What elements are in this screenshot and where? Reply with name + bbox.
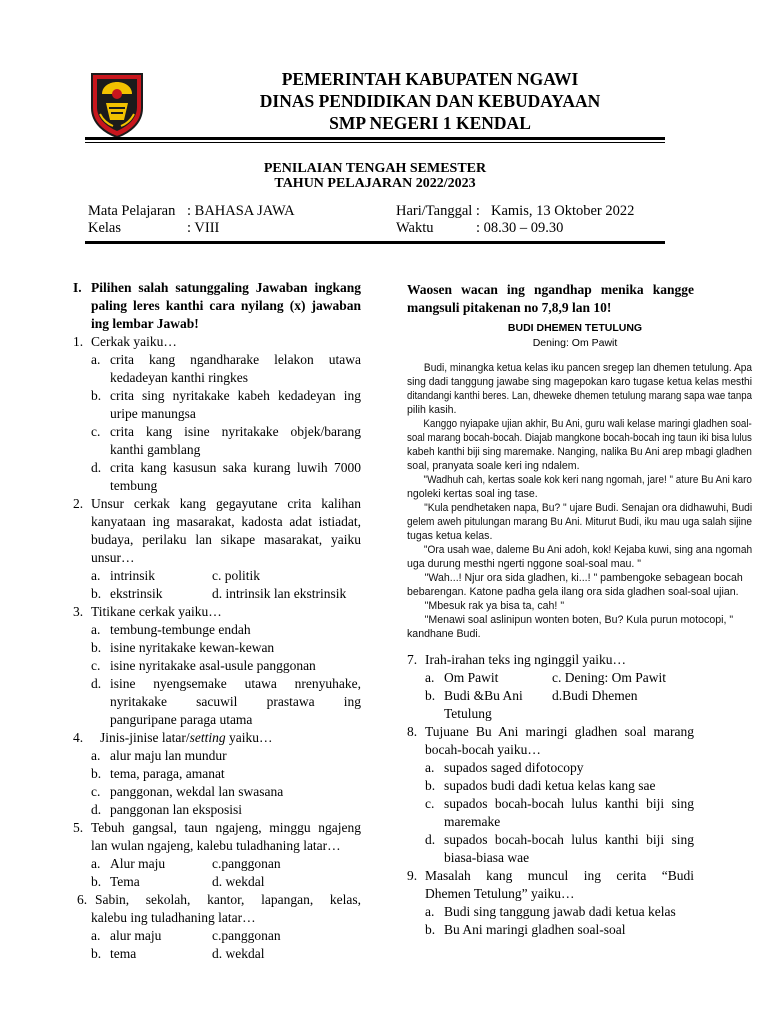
option-text: intrinsik <box>110 568 156 583</box>
option-text: d. wekdal <box>212 946 265 961</box>
option-text: isine nyritakake kewan-kewan <box>110 640 275 655</box>
option-letter: a. <box>91 352 101 367</box>
question-text: Tujuane Bu Ani maringi gladhen soal marang <box>425 724 694 739</box>
option-text: crita kang ngandharake lelakon utawa <box>110 352 361 367</box>
question-number: 1. <box>73 334 84 349</box>
option-letter: d. <box>91 676 102 691</box>
option-text: c. politik <box>212 568 260 583</box>
story-line: ngoleki kertas soal ing tase. <box>407 488 538 500</box>
option-text: crita kang kasusun saka kurang luwih 7000 <box>110 460 361 475</box>
date-label: Hari/Tanggal : <box>396 203 480 219</box>
story-line: "Mbesuk rak ya bisa ta, cah! " <box>407 600 565 612</box>
option-text: tema <box>110 946 137 961</box>
story-line: tugas ketua kelas. <box>407 530 493 542</box>
option-letter: b. <box>91 388 102 403</box>
option-text: alur maju lan mundur <box>110 748 227 763</box>
header-line-2: DINAS PENDIDIKAN DAN KEBUDAYAAN <box>259 91 601 111</box>
story-author: Dening: Om Pawit <box>532 337 618 349</box>
option-letter: a. <box>91 856 101 871</box>
story-line: Budi, minangka ketua kelas iku pancen sregep lan dhemen tetulung. Apa <box>407 362 753 374</box>
option-text: Alur maju <box>110 856 166 871</box>
option-text: maremake <box>444 814 501 829</box>
option-text: uripe manungsa <box>110 406 196 421</box>
subject-value: : BAHASA JAWA <box>187 203 295 219</box>
option-text: supados bocah-bocah lulus kanthi biji sing <box>444 796 694 811</box>
story-line: ditandangi kanthi beres. Lan, dheweke dhemen tetulung marang sapa wae tanpa <box>407 390 752 402</box>
story-line: bebarengan. Katone padha gela ilang ora sida gladhen soal-soal ujian. <box>407 586 739 598</box>
reading-instruction: mangsuli pitakenan no 7,8,9 lan 10! <box>407 300 612 315</box>
question-number: 2. <box>73 496 84 511</box>
header-line-1: PEMERINTAH KABUPATEN NGAWI <box>281 69 579 89</box>
option-text: c.panggonan <box>212 928 281 943</box>
story-line: kabeh kanthi biji sing maremake. Nanging, nalika Bu Ani arep mbagi gladhen <box>407 446 752 458</box>
option-text: c.panggonan <box>212 856 281 871</box>
option-text: supados budi dadi ketua kelas kang sae <box>444 778 656 793</box>
reading-instruction: Waosen wacan ing ngandhap menika kangge <box>407 282 694 297</box>
option-letter: b. <box>425 778 436 793</box>
option-text: tembung-tembunge endah <box>110 622 251 637</box>
class-label: Kelas <box>88 220 122 236</box>
option-letter: c. <box>425 796 435 811</box>
option-text: panggonan, wekdal lan swasana <box>110 784 284 799</box>
option-text: panguripane paraga utama <box>110 712 253 727</box>
option-letter: b. <box>425 688 436 703</box>
option-letter: b. <box>91 766 102 781</box>
option-text: Bu Ani maringi gladhen soal-soal <box>444 922 626 937</box>
question-number: 4. <box>73 730 84 745</box>
story-line: "Wadhuh cah, kertas soale kok keri nang ngomah, jare! " ature Bu Ani karo <box>407 474 752 486</box>
option-letter: a. <box>425 760 435 775</box>
option-letter: a. <box>425 904 435 919</box>
option-text: supados bocah-bocah lulus kanthi biji sing <box>444 832 694 847</box>
option-letter: c. <box>91 784 101 799</box>
option-text: Tema <box>110 874 140 889</box>
option-text: nyritakake sacuwil prastawa ing <box>110 694 361 709</box>
option-text: crita sing nyritakake kabeh kedadeyan ing <box>110 388 361 403</box>
question-text: budaya, perilaku lan sikape masarakat, yaiku <box>91 532 361 547</box>
option-text: Budi sing tanggung jawab dadi ketua kelas <box>444 904 676 919</box>
question-text: kanyataan ing masarakat, kadosta adat istiadat, <box>91 514 361 529</box>
story-line: "Wah...! Njur ora sida gladhen, ki...! " pambengoke sebagean bocah <box>407 572 743 584</box>
story-line: "Menawi soal aslinipun wonten boten, Bu? Kula purun motocopi, " <box>407 614 734 626</box>
story-line: kandhane Budi. <box>407 628 481 640</box>
option-letter: c. <box>91 424 101 439</box>
option-letter: b. <box>425 922 436 937</box>
option-text: tembung <box>110 478 158 493</box>
question-text: Titikane cerkak yaiku… <box>91 604 222 619</box>
question-text: Tebuh gangsal, taun ngajeng, minggu ngajeng <box>91 820 361 835</box>
option-text: alur maju <box>110 928 162 943</box>
story-line: uga durung mesthi ngerti nggone soal-soal mau. " <box>407 558 642 570</box>
option-letter: b. <box>91 640 102 655</box>
exam-title: PENILAIAN TENGAH SEMESTER <box>263 161 487 176</box>
option-text: Om Pawit <box>444 670 499 685</box>
option-text: isine nyengsemake utawa nrenyuhake, <box>110 676 361 691</box>
option-text: tema, paraga, amanat <box>110 766 225 781</box>
instruction-line: ing lembar Jawab! <box>91 316 199 331</box>
option-letter: b. <box>91 946 102 961</box>
section-number: I. <box>73 280 82 295</box>
story-line: pilih kasih. <box>407 404 457 416</box>
question-text: Cerkak yaiku… <box>91 334 177 349</box>
question-text: lan wulan ngajeng, kalebu tuladhaning latar… <box>91 838 341 853</box>
option-text: biasa-biasa wae <box>444 850 530 865</box>
story-line: Kanggo nyiapake ujian akhir, Bu Ani, guru wali kelase maringi gladhen soal- <box>407 418 752 430</box>
option-text: panggonan lan eksposisi <box>110 802 242 817</box>
option-text: d.Budi Dhemen <box>552 688 638 703</box>
option-letter: a. <box>91 748 101 763</box>
question-text: bocah-bocah yaiku… <box>425 742 541 757</box>
option-text: Budi &Bu Ani <box>444 688 523 703</box>
header-rule-thick <box>85 137 665 140</box>
story-line: sing dadi tanggung jawabe sing magepokan karo tugase ketua kelas mesthi <box>407 376 753 388</box>
option-letter: b. <box>91 874 102 889</box>
question-number: 6. <box>77 892 88 907</box>
story-line: gelem aweh pitulungan marang Bu Ani. Miturut Budi, iku mau uga salah sijine <box>407 516 752 528</box>
question-text: Sabin, sekolah, kantor, lapangan, kelas, <box>95 892 361 907</box>
school-crest-logo <box>88 70 146 138</box>
option-text: c. Dening: Om Pawit <box>552 670 666 685</box>
instruction-line: Pilihen salah satunggaling Jawaban ingkang <box>91 280 361 295</box>
option-letter: b. <box>91 586 102 601</box>
option-text: crita kang isine nyritakake objek/barang <box>110 424 361 439</box>
story-line: soal marang bocah-bocah. Diajab mangkone bocah-bocah ing taun iki bisa lulus <box>407 432 752 444</box>
option-letter: d. <box>91 460 102 475</box>
question-text: Masalah kang muncul ing cerita “Budi <box>425 868 694 883</box>
question-number: 8. <box>407 724 418 739</box>
question-number: 3. <box>73 604 84 619</box>
question-number: 7. <box>407 652 418 667</box>
option-letter: a. <box>91 568 101 583</box>
option-text: ekstrinsik <box>110 586 163 601</box>
exam-year: TAHUN PELAJARAN 2022/2023 <box>274 176 476 191</box>
option-letter: d. <box>425 832 436 847</box>
instruction-line: paling leres kanthi cara nyilang (x) jawaban <box>91 298 361 313</box>
class-value: : VIII <box>187 220 220 236</box>
time-label: Waktu <box>396 220 434 236</box>
info-rule <box>85 241 665 244</box>
option-text: kedadeyan kanthi ringkes <box>110 370 248 385</box>
header-rule-thin <box>85 142 665 143</box>
option-letter: a. <box>91 928 101 943</box>
story-line: "Ora usah wae, daleme Bu Ani adoh, kok! Kejaba kuwi, sing ana ngomah <box>407 544 753 556</box>
option-text: kanthi gamblang <box>110 442 201 457</box>
option-text: Tetulung <box>444 706 492 721</box>
question-number: 9. <box>407 868 418 883</box>
story-title: BUDI DHEMEN TETULUNG <box>507 322 643 334</box>
question-text: kalebu ing tuladhaning latar… <box>91 910 256 925</box>
question-text: unsur… <box>91 550 135 565</box>
option-letter: a. <box>91 622 101 637</box>
option-text: d. intrinsik lan ekstrinsik <box>212 586 347 601</box>
option-letter: c. <box>91 658 101 673</box>
question-text: Jinis-jinise latar/setting yaiku… <box>100 730 273 745</box>
question-text: Irah-irahan teks ing nginggil yaiku… <box>425 652 626 667</box>
option-text: supados saged difotocopy <box>444 760 584 775</box>
header-line-3: SMP NEGERI 1 KENDAL <box>329 113 531 133</box>
option-letter: a. <box>425 670 435 685</box>
question-text: Unsur cerkak kang gegayutane crita kalihan <box>91 496 361 511</box>
story-line: "Kula pendhetaken napa, Bu? " ujare Budi. Senajan ora didhawuhi, Budi <box>407 502 753 514</box>
time-value: : 08.30 – 09.30 <box>476 220 564 236</box>
date-value: Kamis, 13 Oktober 2022 <box>491 203 635 219</box>
question-text: Dhemen Tetulung” yaiku… <box>425 886 575 901</box>
option-letter: d. <box>91 802 102 817</box>
option-text: isine nyritakake asal-usule panggonan <box>110 658 316 673</box>
question-number: 5. <box>73 820 84 835</box>
subject-label: Mata Pelajaran <box>88 203 176 219</box>
option-text: d. wekdal <box>212 874 265 889</box>
story-line: soal, pranyata soale keri ing ndalem. <box>407 460 580 472</box>
